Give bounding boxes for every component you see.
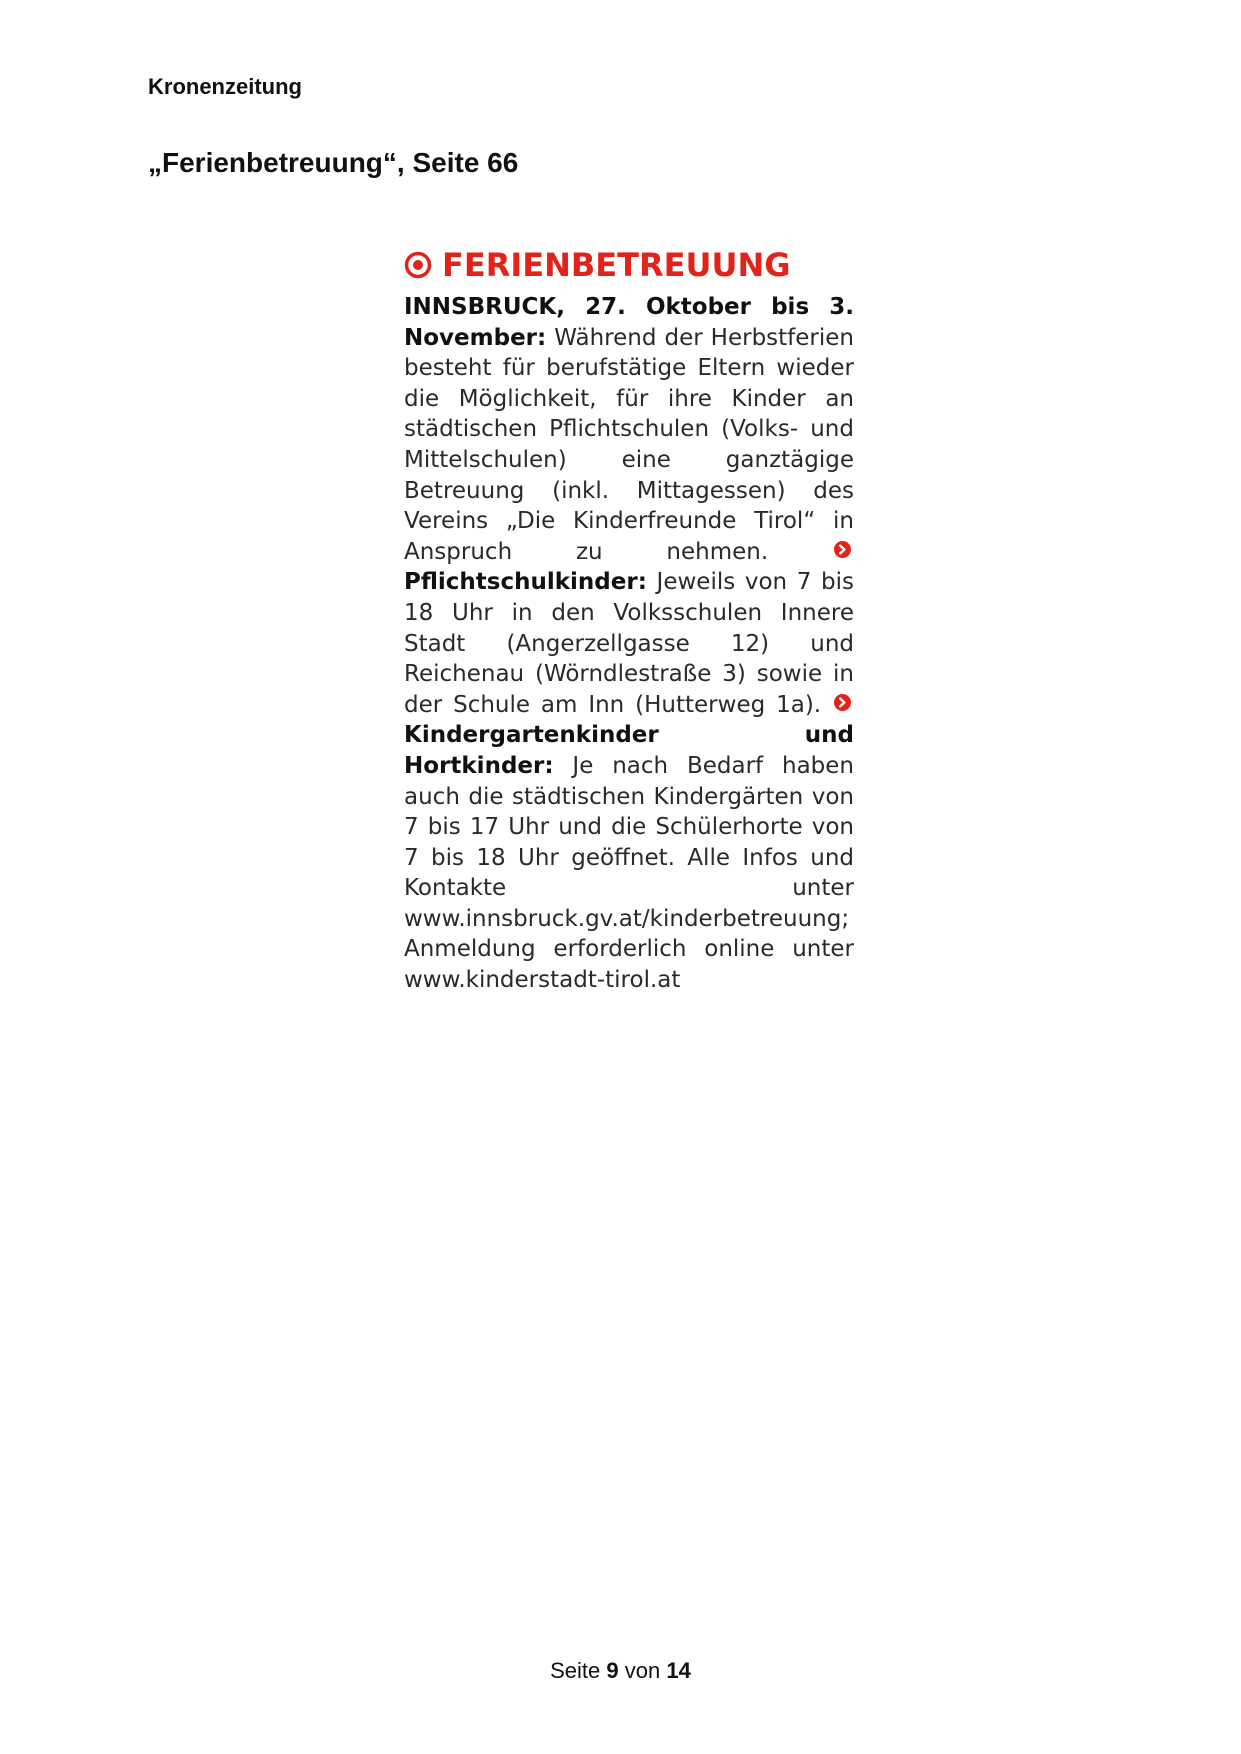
clipping-body [404,292,854,996]
bullet-arrow-icon [834,541,851,558]
document-title: „Ferienbetreuung“, Seite 66 [148,147,519,178]
page-separator: von [624,1658,661,1683]
lead-text: Während der Herbstferien besteht für berufstätige Eltern wieder die Möglichkeit, für ihre Kinder an städtischen Pflichtschulen (Volks- und Mittelschulen) eine ganztägige Betreuung (inkl. Mittagessen) des Vereins „Die Kinderfreunde Tirol“ in Anspruch zu nehmen. [404,324,855,565]
clipping-heading [404,242,854,288]
total-pages-number: 14 [666,1658,691,1683]
target-icon [404,251,432,279]
page-footer [0,1658,1241,1684]
newspaper-clipping [404,242,854,996]
section-kindergarten-text: Je nach Bedarf haben auch die städtischen Kindergärten von 7 bis 17 Uhr und die Schülerhorte von 7 bis 18 Uhr geöffnet. Alle Infos und Kontakte unter www.innsbruck.gv.at/kinderbetreuung; Anmeldung erforderlich online unter www.kinderstadt-tirol.at [404,752,855,994]
section-pflichtschulkinder-text: Jeweils von 7 bis 18 Uhr in den Volksschulen Innere Stadt (Angerzellgasse 12) und Reichenau (Wörndlestraße 3) sowie in der Schule am Inn (Hutterweg 1a). [404,569,854,718]
lead-location-date: INNSBRUCK, 27. Oktober bis 3. November: [404,294,854,351]
current-page-number: 9 [606,1658,619,1683]
bullet-arrow-icon [834,694,851,711]
section-kindergarten-label: Kindergartenkinder und Hortkinder: [404,722,854,779]
clipping-heading-text: FERIENBETREUUNG [442,246,791,284]
source-name: Kronenzeitung [148,74,302,99]
section-pflichtschulkinder-label: Pflichtschulkinder: [404,569,647,596]
page-label: Seite [550,1658,601,1683]
